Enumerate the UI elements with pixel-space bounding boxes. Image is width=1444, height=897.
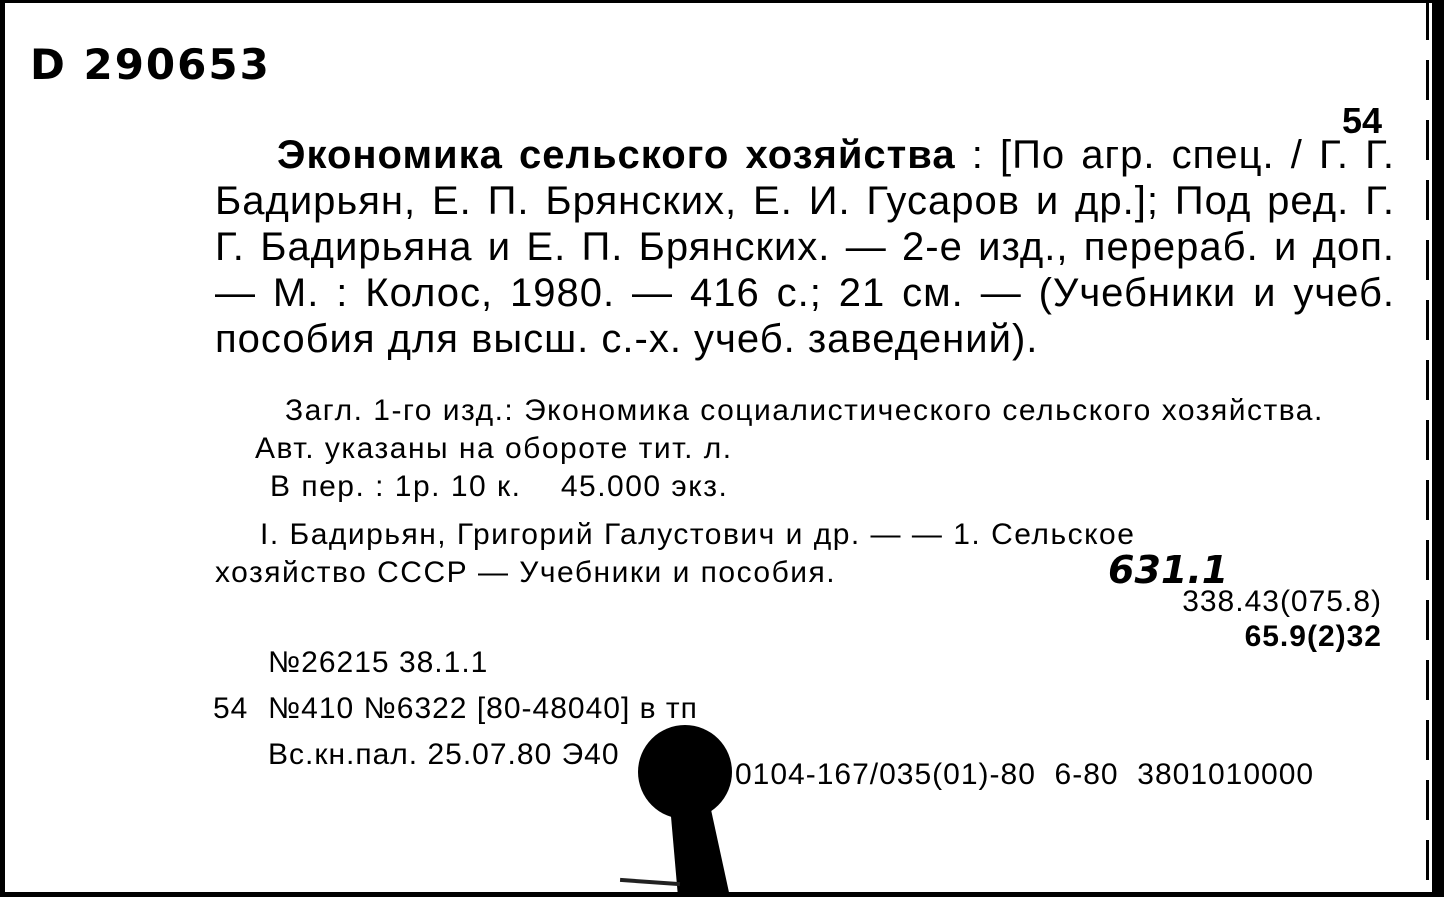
note-authors: Авт. указаны на обороте тит. л.	[255, 432, 733, 465]
tech-line-2	[213, 686, 698, 732]
tech-line-2-text: №410 №6322 [80-48040] в тп	[268, 692, 698, 725]
isbn-line: 0104-167/035(01)-80 6-80 3801010000	[735, 758, 1315, 791]
description-rest: Г. Бадирьян, Е. П. Брянских, Е. И. Гусаров и др.]; Под ред. Г. Г. Бадирьяна и Е. П. Брянских. — 2-е изд., перераб. и доп. — М. : Колос, 1980. — 416 с.; 21 см. — (Учебники и учеб. пособия для высш. с.-х. учеб. заведений).	[215, 133, 1395, 361]
card-id: D 290653	[30, 40, 271, 89]
bbk-code: 65.9(2)32	[1244, 620, 1382, 653]
note-tracings: I. Бадирьян, Григорий Галустович и др. — — 1. Сельское хозяйство СССР — Учебники и пособия.	[215, 518, 1136, 589]
tech-info	[213, 640, 698, 778]
main-entry	[215, 132, 1395, 362]
book-title: Экономика сельского хозяйства	[277, 133, 956, 177]
card-border-right-inner	[1426, 0, 1429, 897]
main-entry-text	[215, 132, 1395, 362]
tech-line-3-text: Вс.кн.пал. 25.07.80 Э40	[268, 738, 620, 771]
handwritten-class-number: 631.1	[1108, 548, 1229, 592]
tech-line-1-text: №26215 38.1.1	[268, 646, 489, 679]
card-number: 54	[1342, 100, 1383, 141]
tech-line-2-prefix: 54	[213, 692, 249, 725]
udc-code: 338.43(075.8)	[1182, 585, 1382, 618]
card-border-right	[1432, 0, 1444, 897]
card-punch-hole-icon	[630, 720, 740, 897]
card-border-left	[0, 0, 5, 897]
note-price: В пер. : 1р. 10 к. 45.000 экз.	[270, 470, 729, 503]
tech-line-1	[213, 640, 698, 686]
tech-line-3	[213, 732, 698, 778]
card-border-top	[0, 0, 1444, 3]
note-first-edition: Загл. 1-го изд.: Экономика социалистического сельского хозяйства.	[285, 394, 1324, 427]
description-line1: : [По агр. спец. / Г.	[955, 133, 1349, 177]
